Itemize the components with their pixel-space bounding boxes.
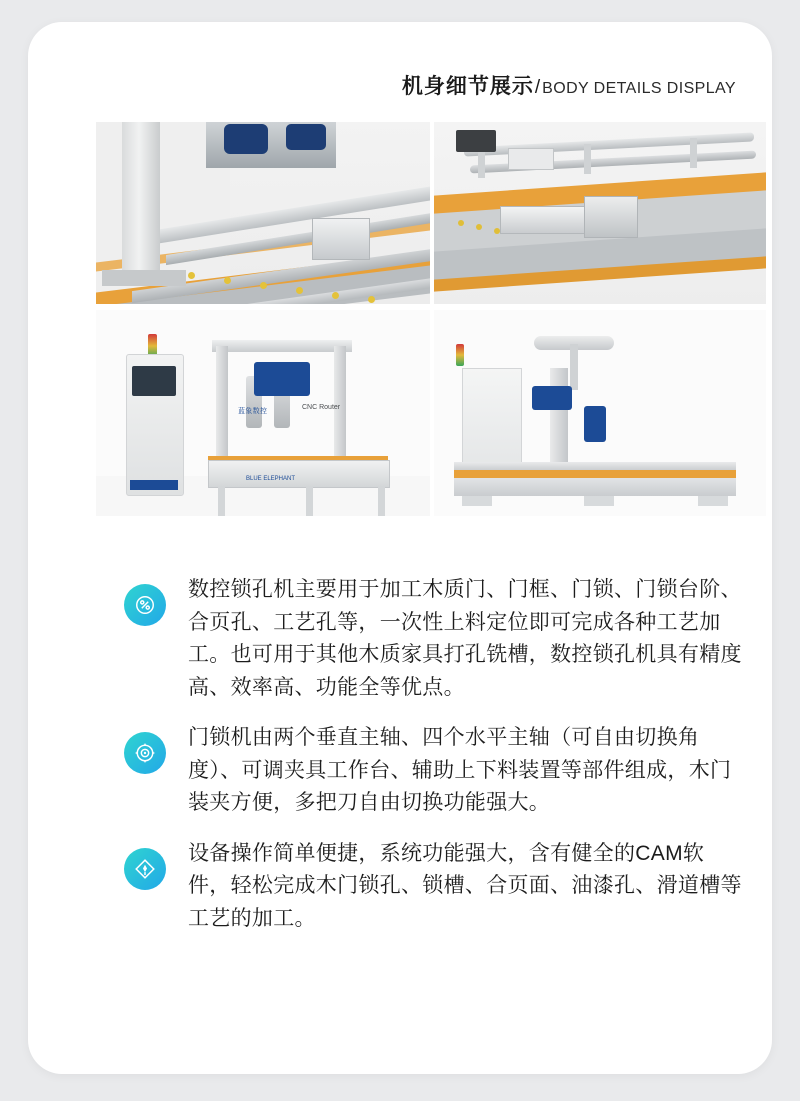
compass-star-icon [124,848,166,890]
feature-list [124,574,744,953]
gallery-image-gantry-rail-closeup [96,122,430,304]
gallery-image-cnc-router-full-machine [96,310,430,516]
section-title-separator: / [534,77,541,98]
feature-item [124,574,744,704]
feature-item [124,722,744,820]
gallery-image-cnc-lock-mortising-machine [434,310,766,516]
feature-item [124,838,744,936]
gallery-brand-label-cn: 蓝象数控 [238,408,268,415]
image-gallery [96,122,762,516]
feature-text: 数控锁孔机主要用于加工木质门、门框、门锁、门锁台阶、合页孔、工艺孔等，一次性上料定位即可完成各种工艺加工。也可用于其他木质家具打孔铣槽，数控锁孔机具有精度高、效率高、功能全等优点。 [188,578,742,699]
feature-text: 设备操作简单便捷，系统功能强大，含有健全的CAM软件，轻松完成木门锁孔、锁槽、合页面、油漆孔、滑道槽等工艺的加工。 [188,841,742,930]
section-header [402,70,736,100]
gallery-model-label: CNC Router [302,404,341,411]
content-card [28,22,772,1074]
gallery-image-worktable-rails-closeup [434,122,766,304]
section-title-en: BODY DETAILS DISPLAY [542,80,736,97]
percent-gauge-icon [124,584,166,626]
gear-target-icon [124,732,166,774]
section-title-cn: 机身细节展示 [401,75,534,98]
feature-text: 门锁机由两个垂直主轴、四个水平主轴（可自由切换角度）、可调夹具工作台、辅助上下料装置等部件组成，木门装夹方便，多把刀自由切换功能强大。 [188,726,732,815]
gallery-brand-label-en: BLUE ELEPHANT [246,476,296,482]
